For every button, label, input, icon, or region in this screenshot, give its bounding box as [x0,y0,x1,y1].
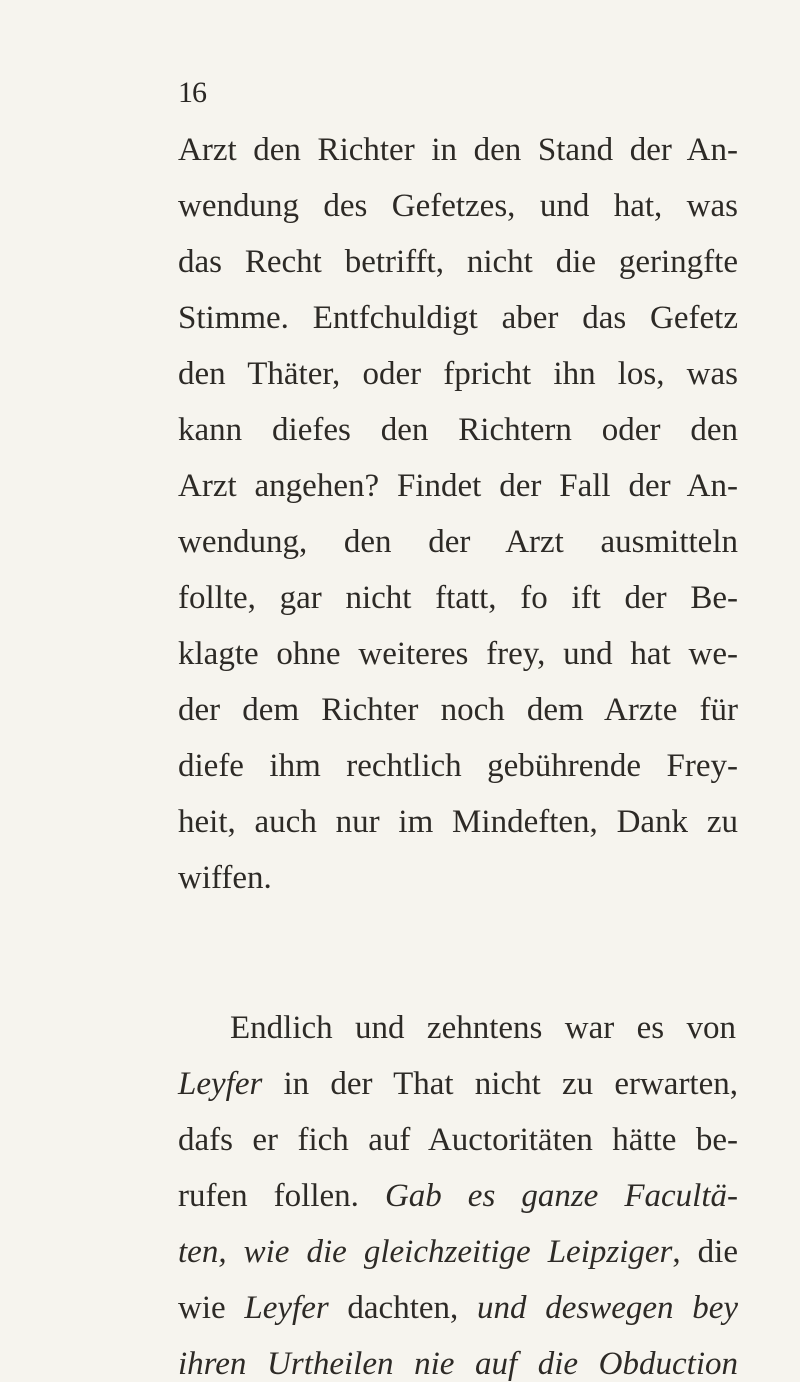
italic-fragment: ten, wie die gleichzeitige Leipziger [178,1234,673,1270]
text-line [178,1292,738,1325]
text-line: den Thäter, oder fpricht ihn los, was [178,356,738,392]
text-line: kann diefes den Richtern oder den [178,412,738,448]
text-line: follte, gar nicht ftatt, fo ift der Be- [178,580,738,616]
text-line [178,1068,738,1101]
text-line: ihren Urtheilen nie auf die Obduction [178,1346,738,1382]
text-line: dafs er fich auf Auctoritäten hätte be- [178,1122,738,1158]
text-fragment: in der That nicht zu erwarten, [262,1066,738,1102]
text-line: heit, auch nur im Mindeften, Dank zu [178,804,738,840]
text-fragment: dachten, [328,1290,477,1326]
text-fragment: , die [672,1234,738,1270]
text-line: Stimme. Entfchuldigt aber das Gefetz [178,300,738,336]
text-line: wiffen. [178,860,272,896]
text-line: wendung, den der Arzt ausmitteln [178,524,738,560]
text-line: das Recht betrifft, nicht die geringfte [178,244,738,280]
italic-name: Leyfer [244,1290,329,1326]
text-fragment: rufen follen. [178,1178,385,1214]
text-line: klagte ohne weiteres frey, und hat we- [178,636,738,672]
text-line: wendung des Gefetzes, und hat, was [178,188,738,224]
italic-name: Leyfer [178,1066,263,1102]
text-line [178,1180,738,1213]
text-fragment: wie [178,1290,245,1326]
text-line: Arzt angehen? Findet der Fall der An- [178,468,738,504]
page-number: 16 [178,76,206,109]
text-line: Arzt den Richter in den Stand der An- [178,132,738,168]
text-line [178,1236,738,1269]
italic-fragment: Gab es ganze Facultä- [384,1178,738,1214]
text-line: diefe ihm rechtlich gebührende Frey- [178,748,738,784]
italic-fragment: und deswegen bey [476,1290,739,1326]
text-line: Endlich und zehntens war es von [230,1010,736,1046]
text-line: der dem Richter noch dem Arzte für [178,692,738,728]
